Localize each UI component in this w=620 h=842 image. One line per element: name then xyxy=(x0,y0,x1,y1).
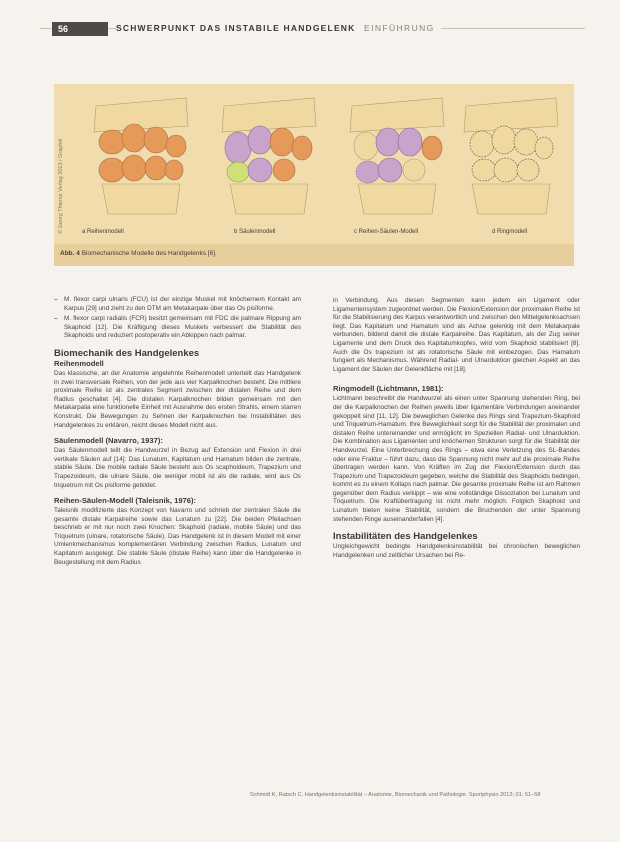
paragraph-row-column-model: Taleisnik modifizierte das Konzept von Navarro und schrieb der zentralen Säule die gesamte distale Karpalreihe sowie das Lunatum zu [22]. Die beiden Pfeilachsen beschrieb er mit nur noch zwei Knochen: Skaphoid (radiale, mobile Säule) und das Triquetrum (ulnare, rotatorische Säule). Das Handgelenk ist in diesem Modell mit einer Umlenkmechanismus komplementären Verbindung zwischen Radius, Lunatum und Kapitatum ausgelegt. Die stabile Säule (distale Reihe) kann über die Handgelenke in Beugestellung mit dem Radius xyxy=(54,507,301,566)
subsection-title-column-model: Säulenmodell (Navarro, 1937): xyxy=(54,436,163,446)
wrist-panel-c xyxy=(350,98,444,214)
left-column xyxy=(54,296,301,567)
wrist-panel-b xyxy=(222,98,316,214)
bullet-fcu: – M. flexor carpi ulnaris (FCU) ist der einzige Muskel mit knöchernem Kontakt am Karpus [29] und zieht zu den DTM am Metakarpale über das Os pisiforme. xyxy=(54,296,301,313)
subsection-title-ring-model: Ringmodell (Lichtmann, 1981): xyxy=(333,384,444,394)
subsection-title-row-model: Reihenmodell xyxy=(54,358,104,368)
paragraph-instabilities: Ungleichgewicht bedingte Handgelenksinstabilität bei chronischen beweglichen Handgelenken und zeitlicher Ursachen bei Re- xyxy=(333,543,580,559)
figure-caption xyxy=(54,244,574,266)
bullet-fcr: – M. flexor carpi radialis (FCR) besitzt gemeinsam mit FDC die palmare Rippung am Skaphoid [12]. Die Kräftigung dieses Muskels verbessert die Stabilität des Skaphoids und reduziert postoperativ ein Abkippen nach palmar. xyxy=(54,315,301,341)
paragraph-row-model: Das klassische, an der Anatomie angelehnte Reihenmodell unterteilt das Handgelenk in zwei transversale Reihen, von der jede aus vier Karpalknochen besteht. Die mittlere proximale Reihe ist als zentrales Segment zwischen der distalen Reihe und dem Radius geschaltet [4]. Die distalen Karpalknochen bilden gemeinsam mit den Metakarpalia eine funktionelle Einheit mit Ausnahme des ersten Strahls, einem starren Konstrukt. Die Bewegungen zu Sehnen der Karpalknochen bei Instabilitäten des Handgelenkes zu erklären, reicht dieses Modell nicht aus. xyxy=(54,369,301,429)
panel-label-c: c Reihen-Säulen-Modell xyxy=(354,229,419,235)
running-title: SCHWERPUNKT DAS INSTABILE HANDGELENK xyxy=(116,23,366,33)
paragraph-ring-model: Lichtmann beschreibt die Handwurzel als einen unter Spannung stehenden Ring, bei der die Karpalknochen der Reihen jeweils über ligamentäre Verbindungen aneinander gekoppelt sind [11, 12]. Die beweglichen Gelenke des Rings sind Trapezium-Skaphoid und Triquetrum-Hamatum. Ihre Beweglichkeit sorgt für die Stabilität der proximalen und distalen Reihe untereinander und ermöglicht im Speziellen Radial- und Ulnarduktion. Die Kombination aus Ligamenten und knöchernen Strukturen sorgt für die Stabilität der Handwurzel. Eine Unterbrechung des Rings – etwa eine Verletzung des SL-Bandes oder eine Fraktur – führt dazu, dass die Spannung nicht mehr auf die proximale Reihe übertragen werden kann. Von Kräften im Zug der Flexion/Extension durch das Trapezium und Trapezoideum gegeben, welche die Stabilität des Skaphoids bedingen, kommt es zu einem Kollaps nach palmar. Die gesamte proximale Reihe ist am Rahmen gegenüber dem Radius verkippt – wie eine vollständige Dissoziation bei Lunatum und Triquetrum. Die Kraftübertragung ist nicht mehr möglich. Folglich Skaphoid und Lunatum bieten keine Stabilität, sondern die Bruchenden der unter Spannung stehenden Ringe auseinanderfallen [4]. xyxy=(333,395,580,523)
wrist-panel-d xyxy=(464,98,558,214)
panel-label-a: a Reihenmodell xyxy=(82,229,124,235)
section-title-instabilities: Instabilitäten des Handgelenkes xyxy=(333,531,478,543)
wrist-illustrations xyxy=(54,84,574,244)
paragraph-continuation: in Verbindung. Aus diesen Segmenten kann jedem ein Ligament oder Ligamentensystem zugeordnet werden. Die Flexion/Extension der proximalen Reihe ist für die Stabilisierung des Karpus verantwortlich und zwischen den Mittelgelenksachsen liegt. Das Kapitatum und Hamatum sind als Achse gelenkig mit dem Metakarpale verbunden, bildend damit die distale Karpalreihe. Das Kapitatum, als der Zug seiner Ligamente und dem Druck des Kapitatumkopfes, wird vom Skaphoid stabilisiert [8]. Auch die Os trapezium ist als rotatorische Säule mit einbezogen. Das Hamatum fungiert als Mechanismus. Während Radial- und Ulnarduktion gleichen Aspekt an das Ligament der Säulen der Gelenkfläche mit [18]. xyxy=(333,297,580,373)
figure-biomechanical-models xyxy=(54,84,574,266)
subsection-title-row-column-model: Reihen-Säulen-Modell (Taleisnik, 1976): xyxy=(54,496,197,506)
running-header xyxy=(40,20,585,42)
wrist-panel-a xyxy=(94,98,188,214)
footer-citation: Schmidt K, Ratsch C. Handgelenksinstabilität – Anatomie, Biomechanik und Pathologie. Sportphysio 2013; 01: 51–58 xyxy=(250,792,541,798)
page-number: 56 xyxy=(52,22,108,36)
paragraph-column-model: Das Säulenmodell teilt die Handwurzel in Bezug auf Extension und Flexion in drei vertikale Säulen auf [14]: Das Lunatum, Kapitatum und Hamatum bilden die zentrale, stabile Säule. Die mobile radiale Säule besteht aus Os scaphoideum, Trapezium und Trapezoideum, die ulnare Säule, die weniger mobil ist als die radiale, wird aus Os triquetrum mit Os pisiforme gebildet. xyxy=(54,447,301,489)
caption-label: Abb. 4 xyxy=(60,250,80,257)
right-column xyxy=(333,296,580,560)
section-title-biomechanics: Biomechanik des Handgelenkes xyxy=(54,347,200,359)
caption-text: Biomechanische Modelle des Handgelenks [6]. xyxy=(81,250,217,257)
panel-label-d: d Ringmodell xyxy=(492,229,528,235)
panel-label-b: b Säulenmodell xyxy=(234,229,276,235)
section-tag: EINFÜHRUNG xyxy=(358,23,441,33)
figure-copyright: © Georg Thieme Verlag 2013 / Graphik xyxy=(58,138,64,234)
